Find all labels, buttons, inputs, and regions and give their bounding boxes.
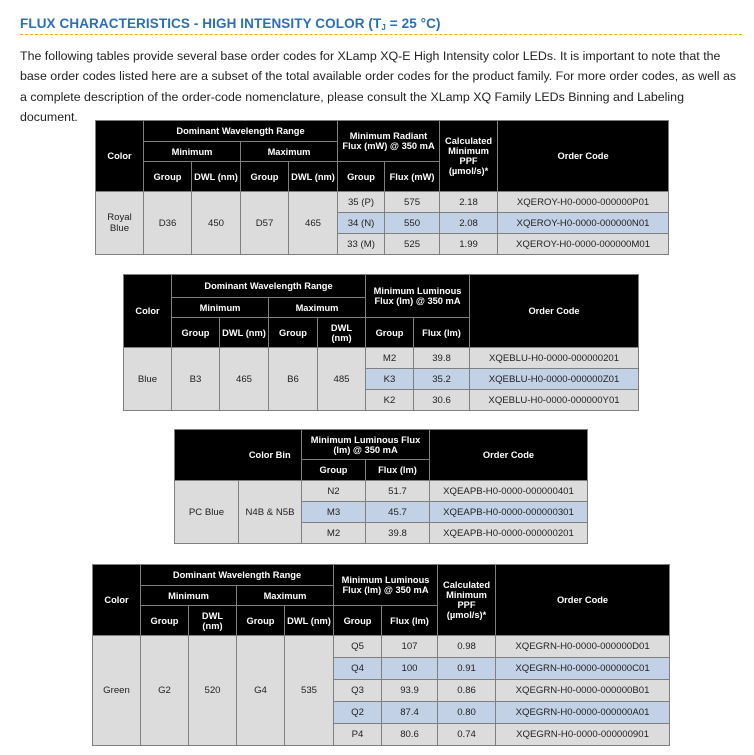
ppf-cell: 0.91 xyxy=(438,658,496,680)
order-code-header: Order Code xyxy=(470,275,639,348)
max-dwl-header: DWL (nm) xyxy=(318,318,366,348)
flux-value-cell: 51.7 xyxy=(366,481,430,502)
max-dwl-cell: 485 xyxy=(318,348,366,411)
flux-value-cell: 575 xyxy=(385,192,440,213)
order-code-cell: XQEGRN-H0-0000-000000A01 xyxy=(496,702,670,724)
order-code-cell: XQEBLU-H0-0000-000000Z01 xyxy=(470,369,639,390)
flux-group-header: Group xyxy=(302,460,366,481)
min-group-cell: B3 xyxy=(172,348,220,411)
flux-value-cell: 39.8 xyxy=(414,348,470,369)
order-code-cell: XQEAPB-H0-0000-000000201 xyxy=(430,523,588,544)
flux-value-cell: 550 xyxy=(385,213,440,234)
flux-group-cell: N2 xyxy=(302,481,366,502)
flux-mw-header: Flux (mW) xyxy=(385,162,440,192)
royal-blue-table xyxy=(95,120,669,255)
color-cell: Blue xyxy=(124,348,172,411)
dominant-wavelength-header: Dominant Wavelength Range xyxy=(141,565,334,586)
color-cell: Green xyxy=(93,636,141,746)
min-dwl-cell: 520 xyxy=(189,636,237,746)
flux-lm-header: Flux (lm) xyxy=(366,460,430,481)
flux-value-cell: 80.6 xyxy=(382,724,438,746)
maximum-header: Maximum xyxy=(237,586,334,606)
calc-ppf-header: Calculated Minimum PPF (µmol/s)* xyxy=(440,121,498,192)
flux-group-cell: 34 (N) xyxy=(338,213,385,234)
min-dwl-header: DWL (nm) xyxy=(189,606,237,636)
blank-header xyxy=(175,430,239,481)
max-dwl-header: DWL (nm) xyxy=(289,162,338,192)
flux-group-header: Group xyxy=(338,162,385,192)
order-code-cell: XQEAPB-H0-0000-000000301 xyxy=(430,502,588,523)
ppf-cell: 0.74 xyxy=(438,724,496,746)
color-header: Color xyxy=(96,121,144,192)
max-dwl-cell: 535 xyxy=(285,636,334,746)
max-group-header: Group xyxy=(241,162,289,192)
max-group-cell: D57 xyxy=(241,192,289,255)
min-dwl-header: DWL (nm) xyxy=(220,318,269,348)
blue-table xyxy=(123,274,639,411)
flux-group-cell: K2 xyxy=(366,390,414,411)
flux-group-cell: Q4 xyxy=(334,658,382,680)
min-dwl-cell: 465 xyxy=(220,348,269,411)
flux-value-cell: 525 xyxy=(385,234,440,255)
flux-lm-header: Flux (lm) xyxy=(382,606,438,636)
flux-value-cell: 30.6 xyxy=(414,390,470,411)
flux-group-cell: 35 (P) xyxy=(338,192,385,213)
min-luminous-flux-header: Minimum Luminous Flux (lm) @ 350 mA xyxy=(366,275,470,318)
color-bin-header: Color Bin xyxy=(239,430,302,481)
flux-group-cell: 33 (M) xyxy=(338,234,385,255)
ppf-cell: 0.98 xyxy=(438,636,496,658)
order-code-cell: XQEROY-H0-0000-000000N01 xyxy=(498,213,669,234)
min-luminous-flux-header: Minimum Luminous Flux (lm) @ 350 mA xyxy=(334,565,438,606)
min-group-header: Group xyxy=(172,318,220,348)
ppf-cell: 2.08 xyxy=(440,213,498,234)
section-title: FLUX CHARACTERISTICS - HIGH INTENSITY COLOR ($T_J = 25$ °C) xyxy=(20,16,441,32)
flux-group-cell: Q2 xyxy=(334,702,382,724)
flux-lm-header: Flux (lm) xyxy=(414,318,470,348)
color-header: Color xyxy=(93,565,141,636)
flux-value-cell: 35.2 xyxy=(414,369,470,390)
flux-group-cell: P4 xyxy=(334,724,382,746)
max-dwl-header: DWL (nm) xyxy=(285,606,334,636)
minimum-header: Minimum xyxy=(172,298,269,318)
flux-group-cell: M3 xyxy=(302,502,366,523)
maximum-header: Maximum xyxy=(241,142,338,162)
flux-value-cell: 87.4 xyxy=(382,702,438,724)
intro-paragraph: The following tables provide several base order codes for XLamp XQ-E High Intensity color LEDs. It is important to note that the base order codes listed here are a subset of the total available order codes for the product family. For more order codes, as well as a complete description of the order-code nomenclature, please consult the XLamp XQ Family LEDs Binning and Labeling document. xyxy=(20,49,737,124)
ppf-cell: 0.80 xyxy=(438,702,496,724)
dominant-wavelength-header: Dominant Wavelength Range xyxy=(144,121,338,142)
ppf-cell: 2.18 xyxy=(440,192,498,213)
green-table xyxy=(92,564,670,746)
flux-value-cell: 39.8 xyxy=(366,523,430,544)
order-code-cell: XQEGRN-H0-0000-000000901 xyxy=(496,724,670,746)
order-code-cell: XQEGRN-H0-0000-000000D01 xyxy=(496,636,670,658)
ppf-cell: 1.99 xyxy=(440,234,498,255)
flux-group-cell: M2 xyxy=(366,348,414,369)
color-cell: Royal Blue xyxy=(96,192,144,255)
order-code-cell: XQEROY-H0-0000-000000P01 xyxy=(498,192,669,213)
flux-value-cell: 107 xyxy=(382,636,438,658)
pc-blue-table xyxy=(174,429,588,544)
order-code-cell: XQEBLU-H0-0000-000000201 xyxy=(470,348,639,369)
min-group-header: Group xyxy=(144,162,192,192)
maximum-header: Maximum xyxy=(269,298,366,318)
color-cell: PC Blue xyxy=(175,481,239,544)
calc-ppf-header: Calculated Minimum PPF (µmol/s)* xyxy=(438,565,496,636)
flux-value-cell: 93.9 xyxy=(382,680,438,702)
flux-value-cell: 45.7 xyxy=(366,502,430,523)
title-divider xyxy=(20,34,742,35)
min-luminous-flux-header: Minimum Luminous Flux (lm) @ 350 mA xyxy=(302,430,430,460)
minimum-header: Minimum xyxy=(141,586,237,606)
flux-group-cell: Q3 xyxy=(334,680,382,702)
min-dwl-header: DWL (nm) xyxy=(192,162,241,192)
dominant-wavelength-header: Dominant Wavelength Range xyxy=(172,275,366,298)
max-group-cell: G4 xyxy=(237,636,285,746)
max-group-header: Group xyxy=(269,318,318,348)
ppf-cell: 0.86 xyxy=(438,680,496,702)
flux-group-cell: M2 xyxy=(302,523,366,544)
order-code-header: Order Code xyxy=(496,565,670,636)
max-dwl-cell: 465 xyxy=(289,192,338,255)
order-code-header: Order Code xyxy=(430,430,588,481)
minimum-header: Minimum xyxy=(144,142,241,162)
order-code-cell: XQEGRN-H0-0000-000000B01 xyxy=(496,680,670,702)
max-group-header: Group xyxy=(237,606,285,636)
min-radiant-flux-header: Minimum Radiant Flux (mW) @ 350 mA xyxy=(338,121,440,162)
flux-group-header: Group xyxy=(334,606,382,636)
flux-group-cell: K3 xyxy=(366,369,414,390)
min-group-cell: D36 xyxy=(144,192,192,255)
min-group-header: Group xyxy=(141,606,189,636)
color-bin-cell: N4B & N5B xyxy=(239,481,302,544)
min-dwl-cell: 450 xyxy=(192,192,241,255)
max-group-cell: B6 xyxy=(269,348,318,411)
order-code-cell: XQEGRN-H0-0000-000000C01 xyxy=(496,658,670,680)
order-code-cell: XQEBLU-H0-0000-000000Y01 xyxy=(470,390,639,411)
flux-group-header: Group xyxy=(366,318,414,348)
flux-group-cell: Q5 xyxy=(334,636,382,658)
order-code-header: Order Code xyxy=(498,121,669,192)
order-code-cell: XQEAPB-H0-0000-000000401 xyxy=(430,481,588,502)
min-group-cell: G2 xyxy=(141,636,189,746)
order-code-cell: XQEROY-H0-0000-000000M01 xyxy=(498,234,669,255)
color-header: Color xyxy=(124,275,172,348)
flux-value-cell: 100 xyxy=(382,658,438,680)
